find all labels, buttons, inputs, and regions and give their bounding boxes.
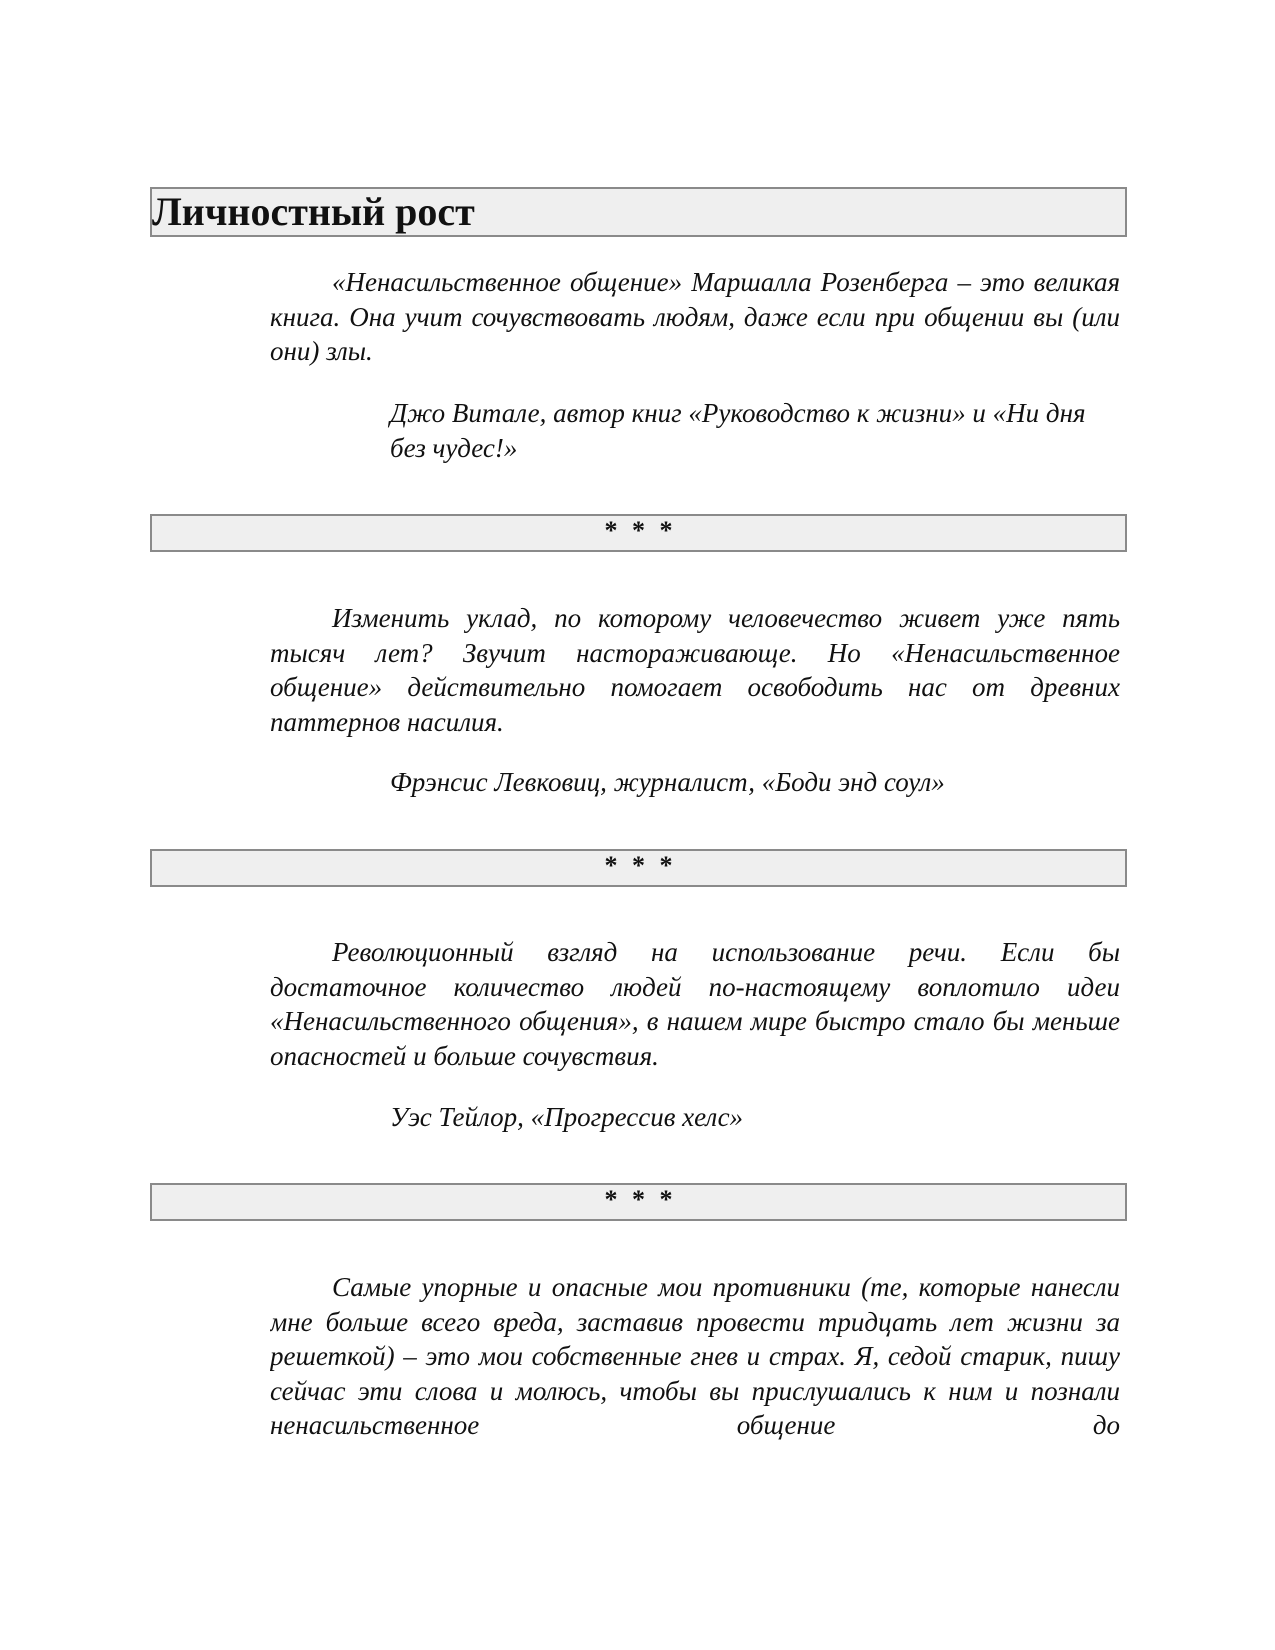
section-heading-box xyxy=(150,187,1127,237)
separator-box xyxy=(150,1183,1127,1221)
quote-text: Революционный взгляд на использование речи. Если бы достаточное количество людей по-настоящему воплотило идеи «Ненасильственного общения», в нашем мире быстро стало бы меньше опасностей и больше сочувствия. xyxy=(270,937,1120,1071)
separator-box xyxy=(150,849,1127,887)
quote-text: «Ненасильственное общение» Маршалла Розенберга – это великая книга. Она учит сочувствовать людям, даже если при общении вы (или они) злы. xyxy=(270,267,1120,366)
quote-attribution: Джо Витале, автор книг «Руководство к жизни» и «Ни дня без чудес!» xyxy=(390,398,1086,463)
section-title: Личностный рост xyxy=(152,189,475,234)
quote-text: Изменить уклад, по которому человечество живет уже пять тысяч лет? Звучит настораживающе. Но «Ненасильственное общение» действительно помогает освободить нас от древних паттернов насилия. xyxy=(270,603,1120,737)
quote-text: Самые упорные и опасные мои противники (те, которые нанесли мне больше всего вреда, заставив провести тридцать лет жизни за решеткой) – это мои собственные гнев и страх. Я, седой старик, пишу сейчас эти слова и молюсь, чтобы вы прислушались к ним и познали ненасильственное общение до xyxy=(270,1272,1120,1440)
separator-stars: * * * xyxy=(604,851,677,880)
separator-stars: * * * xyxy=(604,516,677,545)
quote-attribution: Фрэнсис Левковиц, журналист, «Боди энд соул» xyxy=(390,767,945,797)
separator-box xyxy=(150,514,1127,552)
separator-stars: * * * xyxy=(604,1185,677,1214)
quote-attribution: Уэс Тейлор, «Прогрессив хелс» xyxy=(390,1102,744,1132)
